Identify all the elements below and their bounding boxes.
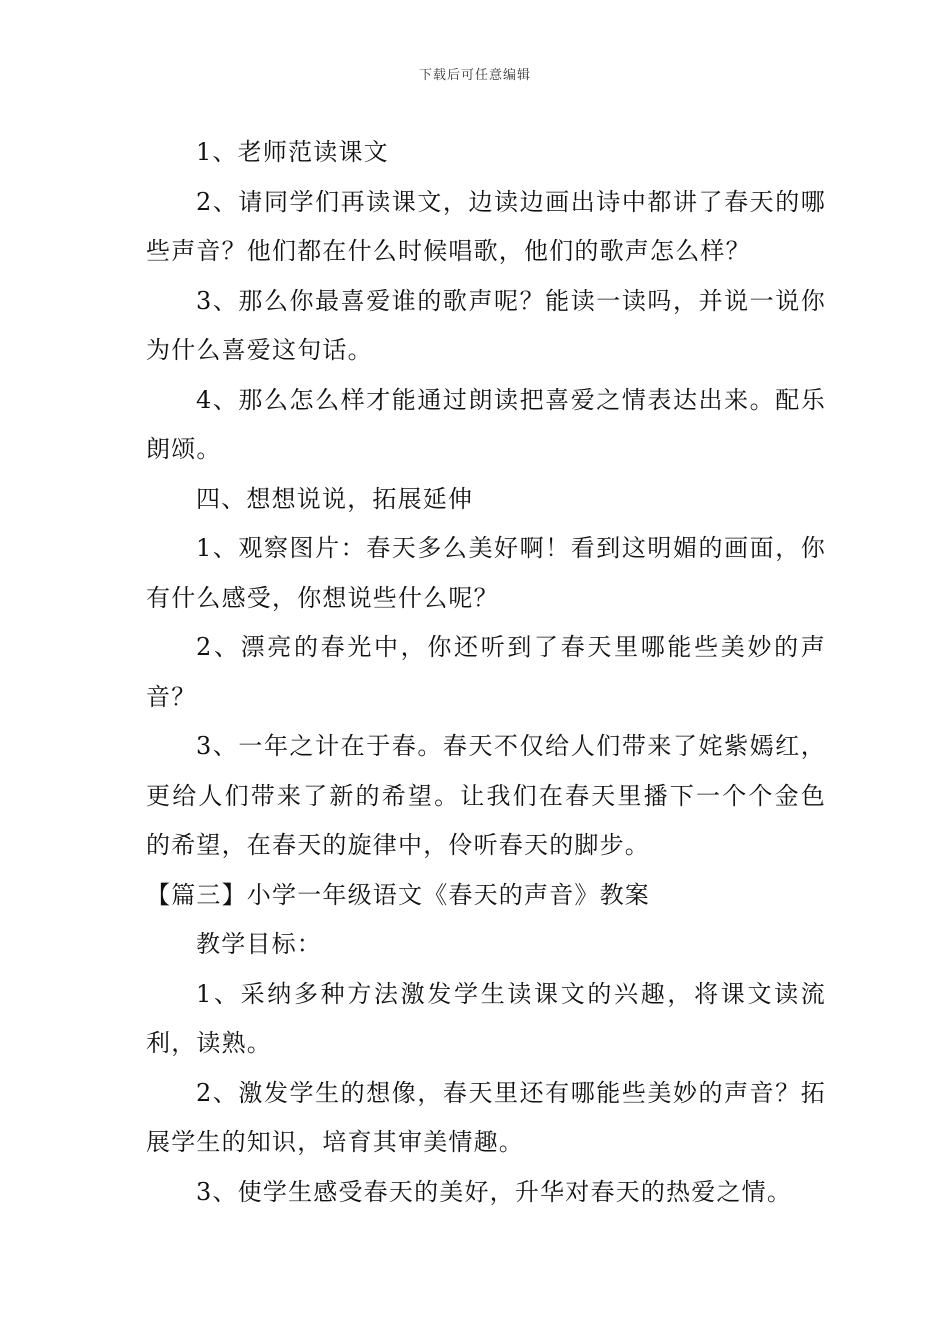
chapter-title: 【篇三】小学一年级语文《春天的声音》教案 bbox=[146, 880, 650, 909]
paragraph-2: 2、请同学们再读课文，边读边画出诗中都讲了春天的哪些声音？他们都在什么时候唱歌，他们的歌声怎么样？ bbox=[146, 187, 826, 265]
paragraph-6: 2、漂亮的春光中，你还听到了春天里哪能些美妙的声音？ bbox=[146, 633, 826, 711]
paragraph-7: 3、一年之计在于春。春天不仅给人们带来了姹紫嫣红，更给人们带来了新的希望。让我们在春天里播下一个个金色的希望，在春天的旋律中，伶听春天的脚步。 bbox=[146, 732, 826, 859]
section-heading-4: 四、想想说说，拓展延伸 bbox=[196, 484, 474, 513]
objective-3: 3、使学生感受春天的美好，升华对春天的热爱之情。 bbox=[196, 1177, 793, 1206]
objective-1: 1、采纳多种方法激发学生读课文的兴趣，将课文读流利，读熟。 bbox=[146, 979, 826, 1057]
objective-2: 2、激发学生的想像，春天里还有哪能些美妙的声音？拓展学生的知识，培育其审美情趣。 bbox=[146, 1078, 826, 1156]
paragraph-3: 3、那么你最喜爱谁的歌声呢？能读一读吗，并说一说你为什么喜爱这句话。 bbox=[146, 286, 826, 364]
page-header-note: 下载后可任意编辑 bbox=[418, 68, 531, 83]
paragraph-5: 1、观察图片：春天多么美好啊！看到这明媚的画面，你有什么感受，你想说些什么呢？ bbox=[146, 534, 826, 612]
paragraph-1: 1、老师范读课文 bbox=[196, 138, 389, 166]
document-body bbox=[146, 128, 826, 1217]
paragraph-4: 4、那么怎么样才能通过朗读把喜爱之情表达出来。配乐朗颂。 bbox=[146, 385, 826, 463]
objectives-label: 教学目标： bbox=[196, 930, 322, 958]
